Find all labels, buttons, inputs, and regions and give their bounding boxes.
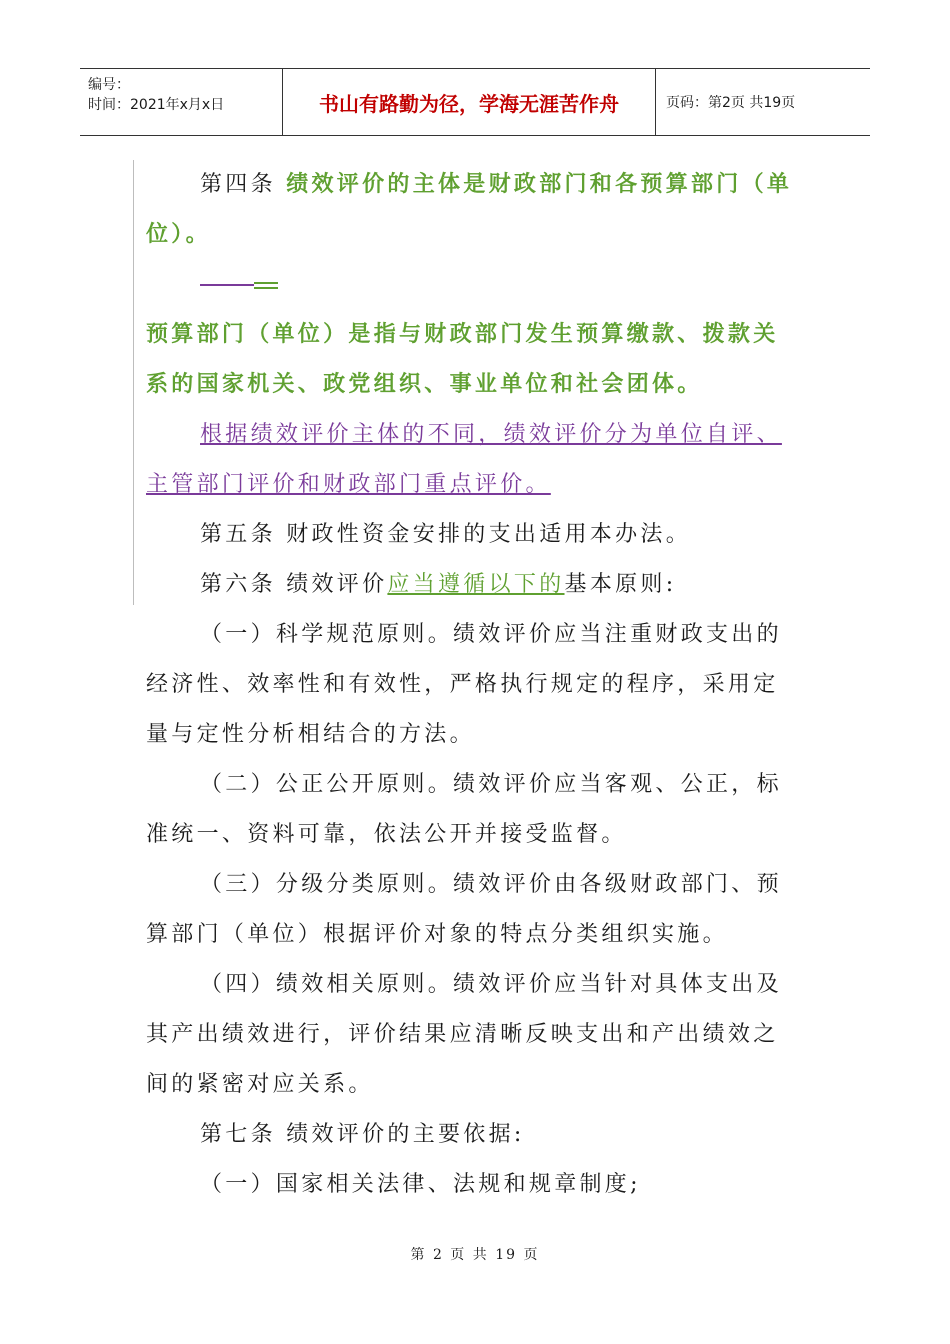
header-table	[80, 68, 870, 136]
time-label: 时间：2021年x月x日	[88, 97, 225, 113]
principle-2: （二）公正公开原则。绩效评价应当客观、公正，标准统一、资料可靠，依法公开并接受监督。	[146, 772, 782, 847]
article-7: 第七条 绩效评价的主要依据:	[200, 1122, 525, 1147]
article-6-suffix: 基本原则:	[564, 572, 677, 597]
principle-1: （一）科学规范原则。绩效评价应当注重财政支出的经济性、效率性和有效性，严格执行规定的程序，采用定量与定性分析相结合的方法。	[146, 622, 782, 747]
article-6	[146, 560, 798, 610]
serial-label: 编号：	[88, 77, 130, 93]
header-motto: 书山有路勤为径，学海无涯苦作舟	[282, 69, 656, 135]
revision-marker	[146, 260, 798, 310]
principle-4: （四）绩效相关原则。绩效评价应当针对具体支出及其产出绩效进行，评价结果应清晰反映支出和产出绩效之间的紧密对应关系。	[146, 972, 782, 1097]
article-6-deleted: 应当遵循以下的	[387, 572, 565, 597]
page-footer: 第 2 页 共 19 页	[410, 1247, 540, 1263]
budget-dept-definition: 预算部门（单位）是指与财政部门发生预算缴款、拨款关系的国家机关、政党组织、事业单位和社会团体。	[146, 322, 779, 397]
document-body	[146, 160, 798, 1210]
article-4	[146, 160, 798, 260]
article-4-text: 绩效评价的主体是财政部门和各预算部门（单位）。	[146, 172, 793, 247]
basis-1: （一）国家相关法律、法规和规章制度;	[200, 1172, 641, 1197]
article-5: 第五条 财政性资金安排的支出适用本办法。	[200, 522, 691, 547]
article-6-prefix: 第六条 绩效评价	[200, 572, 388, 597]
inserted-line-mark	[200, 284, 254, 286]
article-4-prefix: 第四条	[200, 172, 287, 197]
header-meta	[80, 69, 282, 135]
evaluation-types	[146, 410, 798, 510]
revision-bar	[133, 160, 134, 605]
header-page-info: 页码：第2页 共19页	[666, 95, 796, 111]
principle-3: （三）分级分类原则。绩效评价由各级财政部门、预算部门（单位）根据评价对象的特点分类组织实施。	[146, 872, 782, 947]
evaluation-types-text: 根据绩效评价主体的不同，绩效评价分为单位自评、主管部门评价和财政部门重点评价。	[146, 422, 782, 497]
moved-mark	[254, 282, 278, 289]
